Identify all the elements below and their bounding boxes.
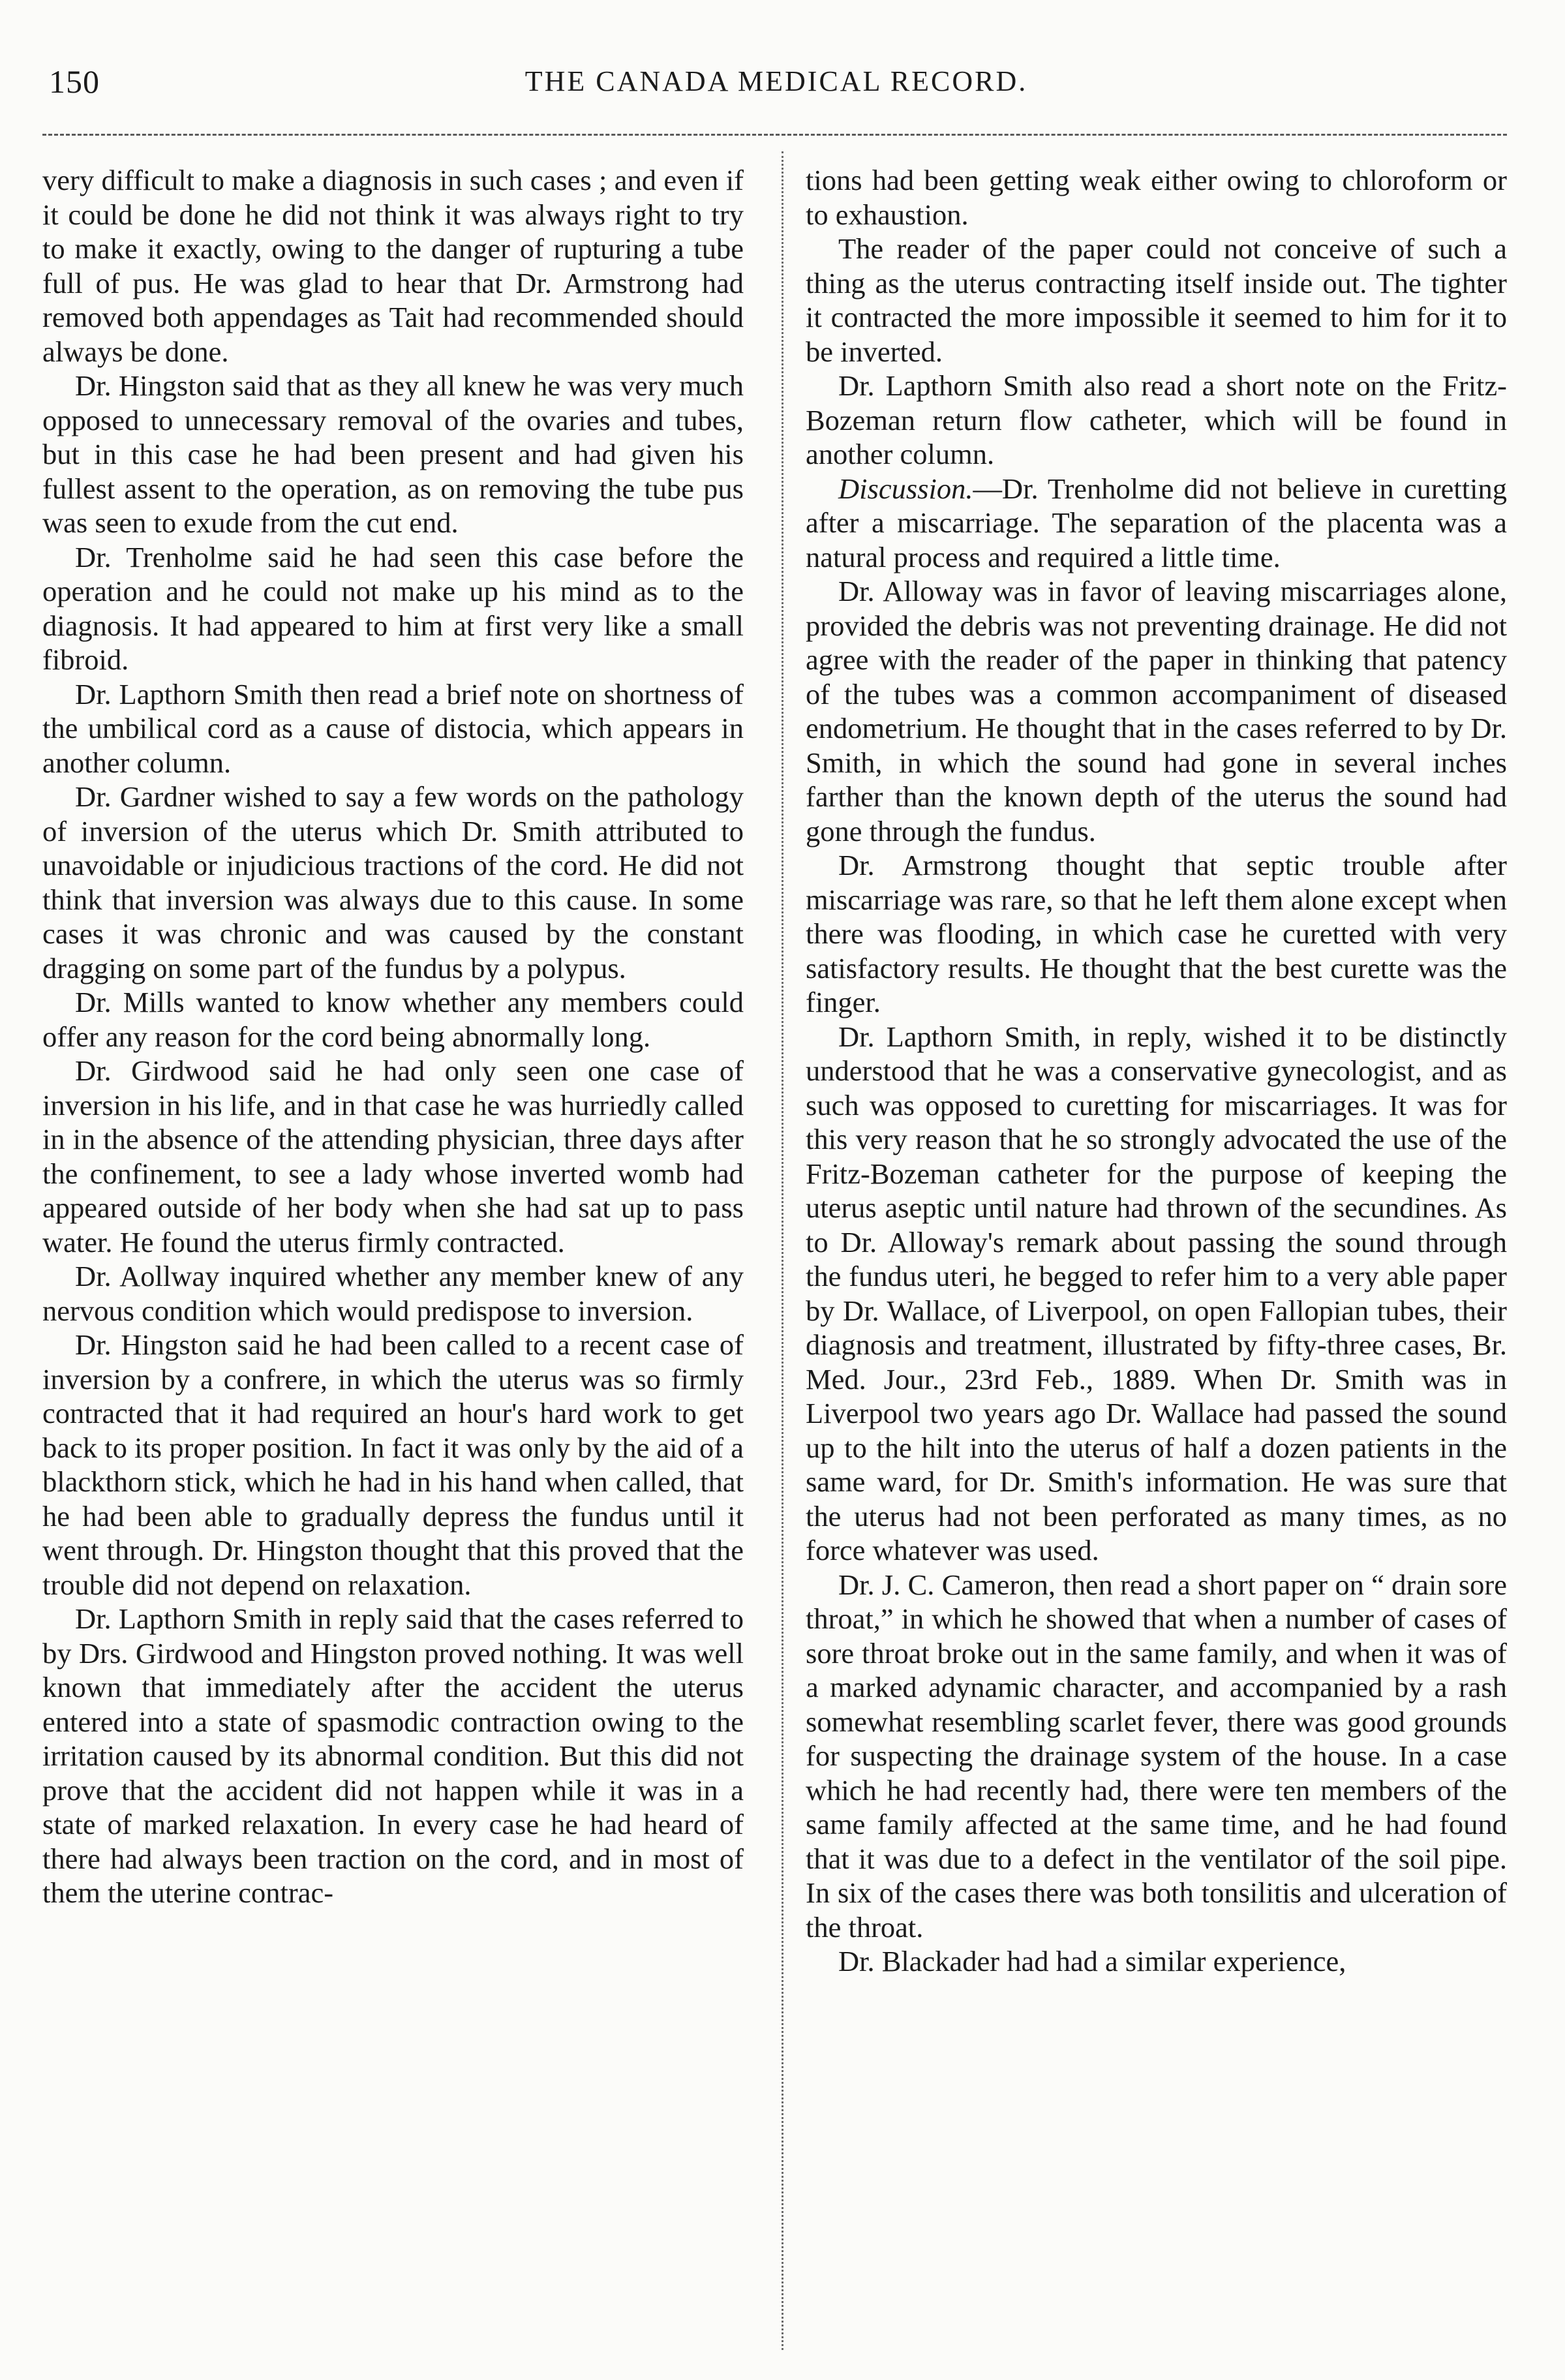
paragraph: Dr. Trenholme said he had seen this case before the operation and he could not make up his mind as to the diagnosis. It had appeared to him at first very like a small fibroid.: [42, 540, 744, 676]
running-head: THE CANADA MEDICAL RECORD.: [524, 65, 1028, 97]
discussion-heading: Discussion.: [838, 472, 973, 505]
paragraph: Dr. Girdwood said he had only seen one case of inversion in his life, and in that case he was hurriedly called in in the absence of the attending physician, three days after the confinement, to see a lady whose inverted womb had appeared outside of her body when she had sat up to pass water. He found the uterus firmly contracted.: [42, 1054, 744, 1259]
paragraph: Dr. Mills wanted to know whether any members could offer any reason for the cord being abnormally long.: [42, 986, 744, 1053]
discussion-paragraph: [806, 472, 1507, 575]
paragraph: Dr. Lapthorn Smith also read a short note on the Fritz-Bozeman return flow catheter, which will be found in another column.: [806, 369, 1507, 470]
column-divider: [782, 151, 783, 2350]
left-column: [42, 163, 744, 2349]
paragraph: Dr. Blackader had had a similar experience,: [838, 1945, 1346, 1977]
paragraph: Dr. J. C. Cameron, then read a short paper on “ drain sore throat,” in which he showed that when a number of cases of sore throat broke out in the same family, and when it was of a marked adynamic character, and accompanied by a rash somewhat resembling scarlet fever, there was good grounds for suspecting the drainage system of the house. In a case which he had recently had, there were ten members of the same family affected at the same time, and he had found that it was due to a defect in the ventilator of the soil pipe. In six of the cases there was both tonsilitis and ulceration of the throat.: [806, 1568, 1507, 1944]
paragraph: Dr. Lapthorn Smith then read a brief note on shortness of the umbilical cord as a cause of distocia, which appears in another column.: [42, 677, 744, 779]
paragraph: Dr. Gardner wished to say a few words on the pathology of inversion of the uterus which Dr. Smith attributed to unavoidable or injudicious tractions of the cord. He did not think that inversion was always due to this cause. In some cases it was chronic and was caused by the constant dragging on some part of the fundus by a polypus.: [42, 780, 744, 984]
paragraph: Dr. Armstrong thought that septic trouble after miscarriage was rare, so that he left them alone except when there was flooding, in which case he curetted with very satisfactory results. He thought that the best curette was the finger.: [806, 849, 1507, 1018]
right-column: [806, 163, 1507, 2349]
paragraph: tions had been getting weak either owing to chloroform or to exhaustion.: [806, 164, 1507, 231]
discussion-text: —Dr. Trenholme did not believe in curetting after a miscarriage. The separation of the placenta was a natural process and required a little time.: [806, 472, 1507, 573]
paragraph: Dr. Aollway inquired whether any member knew of any nervous condition which would predispose to inversion.: [42, 1260, 744, 1327]
header-rule: [42, 134, 1507, 136]
page-header: [49, 62, 1504, 114]
page-number: 150: [49, 63, 100, 100]
paragraph: Dr. Alloway was in favor of leaving miscarriages alone, provided the debris was not preventing drainage. He did not agree with the reader of the paper in thinking that patency of the tubes was a common accompaniment of diseased endometrium. He thought that in the cases referred to by Dr. Smith, in which the sound had gone in several inches farther than the known depth of the uterus the sound had gone through the fundus.: [806, 575, 1507, 847]
paragraph: very difficult to make a diagnosis in such cases ; and even if it could be done he did not think it was always right to try to make it exactly, owing to the danger of rupturing a tube full of pus. He was glad to hear that Dr. Armstrong had removed both appendages as Tait had recommended should always be done.: [42, 164, 744, 368]
paragraph: Dr. Lapthorn Smith in reply said that the cases referred to by Drs. Girdwood and Hingston proved nothing. It was well known that immediately after the accident the uterus entered into a state of spasmodic contraction owing to the irritation caused by its abnormal condition. But this did not prove that the accident did not happen while it was in a state of marked relaxation. In every case he had heard of there had always been traction on the cord, and in most of them the uterine contrac-: [42, 1602, 744, 1909]
paragraph: Dr. Hingston said he had been called to a recent case of inversion by a confrere, in which the uterus was so firmly contracted that it had required an hour's hard work to get back to its proper position. In fact it was only by the aid of a blackthorn stick, which he had in his hand when called, that he had been able to gradually depress the fundus until it went through. Dr. Hingston thought that this proved that the trouble did not depend on relaxation.: [42, 1328, 744, 1601]
paragraph: Dr. Lapthorn Smith, in reply, wished it to be distinctly understood that he was a conservative gynecologist, and as such was opposed to curetting for miscarriages. It was for this very reason that he so strongly advocated the use of the Fritz-Bozeman catheter for the purpose of keeping the uterus aseptic until nature had thrown of the secundines. As to Dr. Alloway's remark about passing the sound through the fundus uteri, he begged to refer him to a very able paper by Dr. Wallace, of Liverpool, on open Fallopian tubes, their diagnosis and treatment, illustrated by fifty-three cases, Br. Med. Jour., 23rd Feb., 1889. When Dr. Smith was in Liverpool two years ago Dr. Wallace had passed the sound up to the hilt into the uterus of half a dozen patients in the same ward, for Dr. Smith's information. He was sure that the uterus had not been perforated as many times, as no force whatever was used.: [806, 1020, 1507, 1566]
paragraph: Dr. Hingston said that as they all knew he was very much opposed to unnecessary removal of the ovaries and tubes, but in this case he had been present and had given his fullest assent to the operation, as on removing the tube pus was seen to exude from the cut end.: [42, 369, 744, 539]
paragraph: The reader of the paper could not conceive of such a thing as the uterus contracting itself inside out. The tighter it contracted the more impossible it seemed to him for it to be inverted.: [806, 232, 1507, 368]
